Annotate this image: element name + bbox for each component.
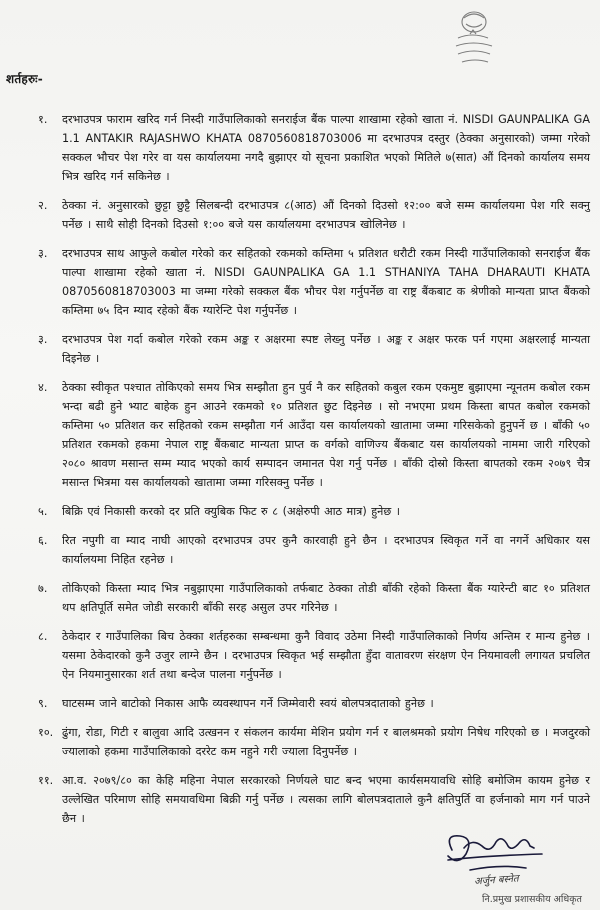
condition-number: ३. bbox=[38, 247, 48, 260]
signatory-title: नि.प्रमुख प्रशासकीय अधिकृत bbox=[482, 894, 582, 905]
condition-item bbox=[38, 110, 590, 186]
condition-number: १०. bbox=[38, 726, 54, 739]
condition-item bbox=[38, 378, 590, 492]
condition-number: ४. bbox=[38, 381, 48, 394]
condition-text: ढुंगा, रोडा, गिटी र बालुवा आदि उत्खनन र संकलन कार्यमा मेशिन प्रयोग गर्न र बालश्रमको प्रयोग निषेध गरिएको छ । मजदुरको ज्यालाको हकमा गाउँपालिकाको दररेट कम नहुने गरी ज्याला दिनुपर्नेछ । bbox=[62, 726, 590, 758]
condition-number: १. bbox=[38, 113, 48, 126]
office-seal-stamp bbox=[448, 8, 498, 72]
condition-item bbox=[38, 502, 590, 521]
condition-item bbox=[38, 244, 590, 320]
conditions-heading: शर्तहरुः- bbox=[6, 72, 43, 86]
conditions-list bbox=[38, 110, 590, 838]
condition-item bbox=[38, 330, 590, 368]
condition-item bbox=[38, 531, 590, 569]
signatory-name: अर्जुन बस्नेत bbox=[473, 873, 520, 888]
condition-number: ११. bbox=[38, 774, 54, 787]
condition-item bbox=[38, 196, 590, 234]
condition-text: आ.व. २०७९/८० का केहि महिना नेपाल सरकारको निर्णयले घाट बन्द भएमा कार्यसमयावधि सोहि बमोजिम कायम हुनेछ र उल्लेखित परिमाण सोहि समयावधिमा बिक्री गर्नु पर्नेछ । त्यसका लागि बोलपत्रदाताले कुनै क्षतिपुर्ति वा हर्जनाको माग गर्न पाउने छैन । bbox=[62, 774, 590, 825]
condition-text: तोकिएको किस्ता म्याद भित्र नबुझाएमा गाउँपालिकाको तर्फबाट ठेक्का तोडी बाँकी रहेको किस्ता बैंक ग्यारेन्टी बाट १० प्रतिशत थप क्षतिपूर्ति समेत जोडी सरकारी बाँकी सरह असुल उपर गरिनेछ । bbox=[62, 582, 590, 614]
condition-text: घाटसम्म जाने बाटोको निकास आफै व्यवस्थापन गर्ने जिम्मेवारी स्वयं बोलपत्रदाताको हुनेछ । bbox=[62, 697, 434, 710]
condition-text: दरभाउपत्र पेश गर्दा कबोल गरेको रकम अङ्क र अक्षरमा स्पष्ट लेख्नु पर्नेछ । अङ्क र अक्षर फरक पर्न गएमा अक्षरलाई मान्यता दिइनेछ । bbox=[62, 333, 590, 365]
condition-number: ८. bbox=[38, 630, 48, 643]
condition-text: ठेकेदार र गाउँपालिका बिच ठेक्का शर्तहरुका सम्बन्धमा कुनै विवाद उठेमा निस्दी गाउँपालिकाको निर्णय अन्तिम र मान्य हुनेछ । यसमा ठेकेदारको कुनै उजुर लाग्ने छैन । दरभाउपत्र स्विकृत भई सम्झौता हुँदा वातावरण संरक्षण ऐन नियमावली लगायत प्रचलित ऐन नियमानुसारका शर्त तथा बन्देज पालना गर्नुपर्नेछ । bbox=[62, 630, 590, 681]
condition-number: ५. bbox=[38, 505, 48, 518]
condition-text: ठेक्का स्वीकृत पश्चात तोकिएको समय भित्र सम्झौता हुन पुर्व नै कर सहितको कबुल रकम एकमुष्ट बुझाएमा न्यूनतम कबोल रकम भन्दा बढी हुने भ्याट बाहेक हुन आउने रकमको १० प्रतिशत छुट दिइनेछ । सो नभएमा प्रथम किस्ता बापत कबोल रकमको कम्तिमा ५० प्रतिशत कर सहितको रकम सम्झौता गर्न आउँदा यस कार्यालयको खातामा जम्मा गरिसकेको हुनुपर्ने छ । बाँकी ५० प्रतिशत रकमको हकमा नेपाल राष्ट्र बैंकबाट मान्यता प्राप्त क वर्गको वाणिज्य बैंकबाट यस कार्यालयको नाममा जारी गरिएको २०८० श्रावण मसान्त सम्म म्याद भएको कार्य सम्पादन जमानत पेश गर्नु पर्नेछ । बाँकी दोस्रो किस्ता बापतको रकम २०७९ चैत्र मसान्त भित्रमा यस कार्यालयको खातामा जम्मा गरिसक्नु पर्नेछ । bbox=[62, 381, 590, 489]
condition-text: दरभाउपत्र फाराम खरिद गर्न निस्दी गाउँपालिकाको सनराईज बैंक पाल्पा शाखामा रहेको खाता नं. NISDI GAUNPALIKA GA 1.1 ANTAKIR RAJASHWO KHATA 0870560818703006 मा दरभाउपत्र दस्तुर (ठेक्का अनुसारको) जम्मा गरेको सक्कल भौचर पेश गरेर वा यस कार्यालयमा नगदै बुझाएर यो सूचना प्रकाशित भएको मितिले ७(सात) औं दिनको कार्यालय समय भित्र खरिद गर्न सकिनेछ । bbox=[62, 113, 590, 183]
condition-text: बिक्रि एवं निकासी करको दर प्रति क्युबिक फिट रु ८ (अक्षेरुपी आठ मात्र) हुनेछ । bbox=[62, 505, 401, 518]
condition-item bbox=[38, 771, 590, 828]
condition-number: ७. bbox=[38, 582, 48, 595]
condition-item bbox=[38, 694, 590, 713]
condition-number: २. bbox=[38, 199, 48, 212]
condition-text: रित नपुगी वा म्याद नाघी आएको दरभाउपत्र उपर कुनै कारवाही हुने छैन । दरभाउपत्र स्विकृत गर्ने वा नगर्ने अधिकार यस कार्यालयमा निहित रहनेछ । bbox=[62, 534, 590, 566]
condition-item bbox=[38, 579, 590, 617]
condition-text: दरभाउपत्र साथ आफुले कबोल गरेको कर सहितको रकमको कम्तिमा ५ प्रतिशत धरौटी रकम निस्दी गाउँपालिकाको सनराईज बैंक पाल्पा शाखामा रहेको खाता नं. NISDI GAUNPALIKA GA 1.1 STHANIYA TAHA DHARAUTI KHATA 0870560818703003 मा जम्मा गरेको सक्कल बैंक भौचर पेश गर्नुपर्नेछ वा राष्ट्र बैंकबाट क श्रेणीको मान्यता प्राप्त बैंकको कम्तिमा ७५ दिन म्याद रहेको बैंक ग्यारेन्टि पेश गर्नुपर्नेछ । bbox=[62, 247, 590, 317]
condition-number: ९. bbox=[38, 697, 48, 710]
condition-number: ६. bbox=[38, 534, 48, 547]
condition-item bbox=[38, 723, 590, 761]
condition-item bbox=[38, 627, 590, 684]
condition-number: ३. bbox=[38, 333, 48, 346]
condition-text: ठेक्का नं. अनुसारको छुट्टा छुट्टै सिलबन्दी दरभाउपत्र ८(आठ) औं दिनको दिउसो १२:०० बजे सम्म कार्यालयमा पेश गरि सक्नु पर्नेछ । साथै सोही दिनको दिउसो १:०० बजे यस कार्यालयमा दरभाउपत्र खोलिनेछ । bbox=[62, 199, 590, 231]
